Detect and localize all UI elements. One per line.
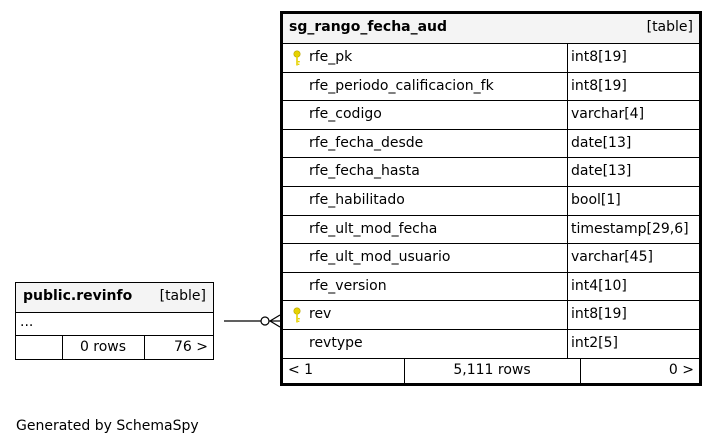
column-name: rfe_fecha_desde: [309, 134, 424, 151]
next-relations-link[interactable]: 76 >: [174, 339, 208, 355]
table-sg-rango-fecha-aud[interactable]: [280, 11, 702, 386]
table-name[interactable]: sg_rango_fecha_aud: [289, 19, 448, 35]
column-name: rfe_ult_mod_fecha: [309, 220, 438, 237]
column-row[interactable]: [283, 158, 699, 187]
table-header[interactable]: [283, 14, 699, 44]
table-body-ellipsis: ...: [16, 313, 213, 336]
column-name: rfe_periodo_calificacion_fk: [309, 77, 494, 94]
column-type: int8[19]: [571, 49, 627, 65]
column-name: rfe_fecha_hasta: [309, 163, 420, 180]
column-row[interactable]: [283, 73, 699, 102]
table-type-tag: [table]: [159, 288, 206, 304]
column-name: revtype: [309, 334, 363, 351]
column-list: [283, 44, 699, 359]
column-type: int8[19]: [571, 306, 627, 323]
column-type: int4[10]: [571, 277, 627, 294]
column-name: rfe_pk: [309, 49, 353, 65]
key-icon: [292, 307, 302, 323]
column-row[interactable]: [283, 101, 699, 130]
column-type: timestamp[29,6]: [571, 220, 689, 237]
table-type-tag: [table]: [646, 19, 693, 35]
table-header[interactable]: [16, 283, 213, 313]
column-type: int2[5]: [571, 334, 618, 351]
row-count: 0 rows: [79, 339, 127, 355]
next-relations-link[interactable]: 0 >: [668, 361, 694, 378]
generated-by-note: Generated by SchemaSpy: [16, 418, 199, 434]
table-name[interactable]: public.revinfo: [23, 288, 133, 304]
column-row[interactable]: [283, 130, 699, 159]
crowfoot-upper: [270, 315, 280, 321]
table-footer: [283, 359, 699, 383]
zero-cardinality-marker: [261, 317, 269, 325]
column-row[interactable]: [283, 216, 699, 245]
crowfoot-lower: [270, 321, 280, 327]
prev-relations-link[interactable]: < 1: [288, 361, 314, 378]
column-name: rfe_codigo: [309, 106, 382, 123]
column-type: varchar[45]: [571, 249, 653, 266]
column-type: varchar[4]: [571, 106, 645, 123]
column-name: rfe_version: [309, 277, 387, 294]
column-type: bool[1]: [571, 191, 621, 208]
column-type: date[13]: [571, 134, 632, 151]
column-row[interactable]: [283, 44, 699, 73]
column-name: rfe_habilitado: [309, 191, 405, 208]
table-footer: [16, 336, 213, 359]
column-row[interactable]: [283, 330, 699, 359]
column-type: date[13]: [571, 163, 632, 180]
column-name: rfe_ult_mod_usuario: [309, 249, 451, 266]
column-name: rev: [309, 306, 332, 323]
column-row[interactable]: [283, 273, 699, 302]
table-public-revinfo[interactable]: [15, 282, 214, 360]
column-row[interactable]: [283, 187, 699, 216]
key-icon: [292, 50, 302, 66]
row-count: 5,111 rows: [453, 361, 531, 378]
column-row[interactable]: [283, 244, 699, 273]
column-row[interactable]: [283, 301, 699, 330]
column-type: int8[19]: [571, 77, 627, 94]
